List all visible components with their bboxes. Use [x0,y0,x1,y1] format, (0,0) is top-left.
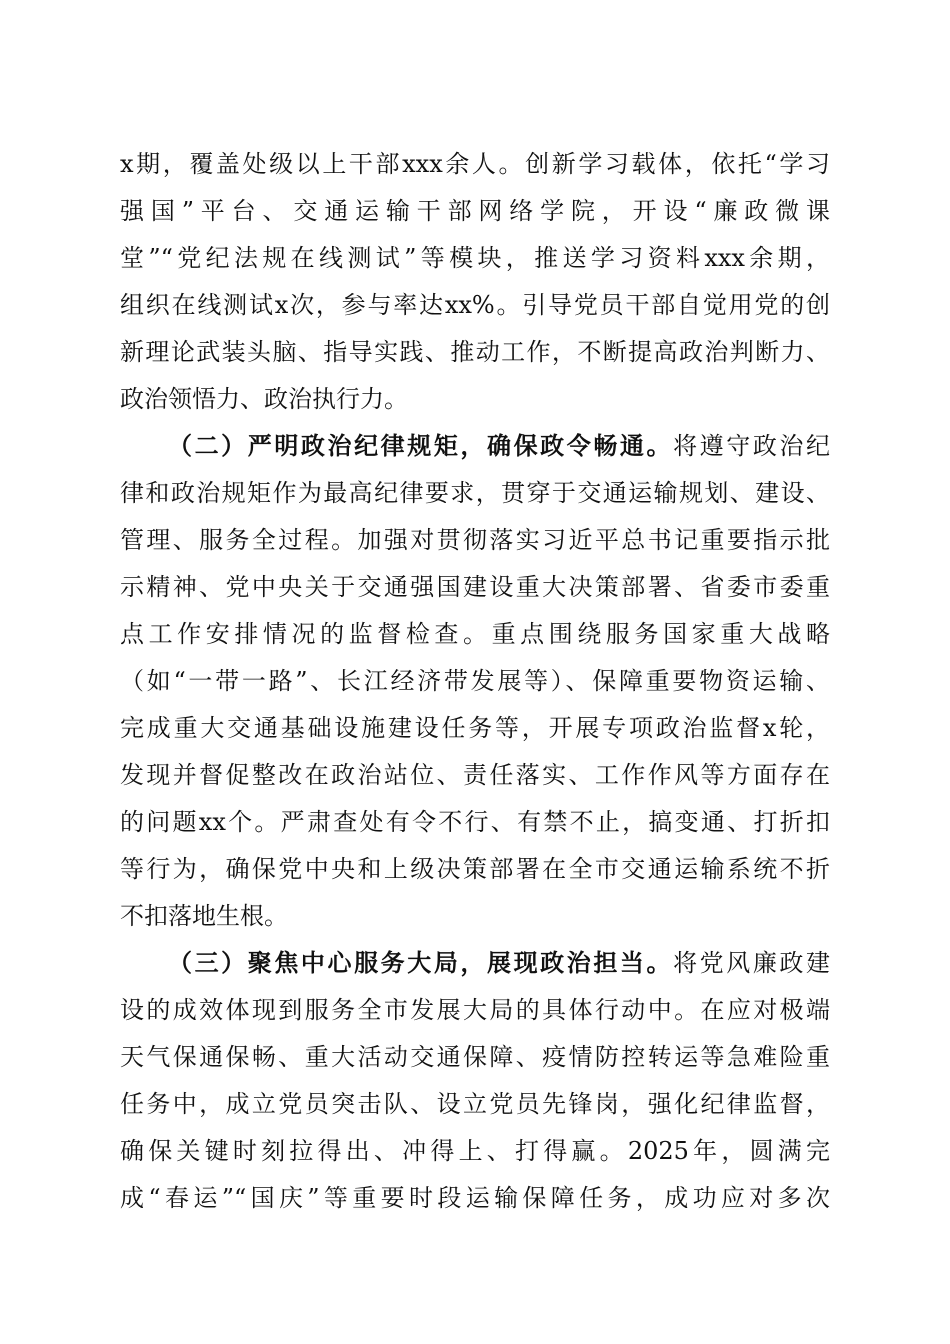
paragraph-line: 示精神、党中央关于交通强国建设重大决策部署、省委市委重 [120,573,830,601]
paragraph-line: 强国”平台、交通运输干部网络学院，开设“廉政微课 [120,197,830,225]
paragraph-line: x期，覆盖处级以上干部xxx余人。创新学习载体，依托“学习 [120,150,830,178]
paragraph-line: （如“一带一路”、长江经济带发展等）、保障重要物资运输、 [120,667,830,695]
paragraph-line: 发现并督促整改在政治站位、责任落实、工作作风等方面存在 [120,761,830,789]
paragraph-line: 点工作安排情况的监督检查。重点围绕服务国家重大战略 [120,620,830,648]
paragraph-line: 成“春运”“国庆”等重要时段运输保障任务，成功应对多次 [120,1184,830,1212]
paragraph-line: 等行为，确保党中央和上级决策部署在全市交通运输系统不折 [120,855,830,883]
section-heading: （三）聚焦中心服务大局，展现政治担当。 [168,948,674,977]
paragraph-line: 不扣落地生根。 [120,902,288,930]
paragraph-line: 堂”“党纪法规在线测试”等模块，推送学习资料xxx余期， [120,244,830,272]
paragraph-line: 任务中，成立党员突击队、设立党员先锋岗，强化纪律监督， [120,1090,830,1118]
paragraph-text: 将遵守政治纪 [673,432,831,460]
section-heading: （二）严明政治纪律规矩，确保政令畅通。 [168,431,674,460]
paragraph-line: 政治领悟力、政治执行力。 [120,385,408,413]
paragraph-line: 管理、服务全过程。加强对贯彻落实习近平总书记重要指示批 [120,526,830,554]
paragraph-line: 确保关键时刻拉得出、冲得上、打得赢。2025年，圆满完 [120,1137,830,1165]
section-heading-line [168,423,830,469]
paragraph-line: 设的成效体现到服务全市发展大局的具体行动中。在应对极端 [120,996,830,1024]
paragraph-line: 天气保通保畅、重大活动交通保障、疫情防控转运等急难险重 [120,1043,830,1071]
paragraph-line: 的问题xx个。严肃查处有令不行、有禁不止，搞变通、打折扣 [120,808,830,836]
paragraph-text: 将党风廉政建 [673,949,831,977]
paragraph-line: 新理论武装头脑、指导实践、推动工作，不断提高政治判断力、 [120,338,830,366]
paragraph-line: 完成重大交通基础设施建设任务等，开展专项政治监督x轮， [120,714,830,742]
paragraph-line: 律和政治规矩作为最高纪律要求，贯穿于交通运输规划、建设、 [120,479,830,507]
section-heading-line [168,940,830,986]
paragraph-line: 组织在线测试x次，参与率达xx%。引导党员干部自觉用党的创 [120,291,830,319]
